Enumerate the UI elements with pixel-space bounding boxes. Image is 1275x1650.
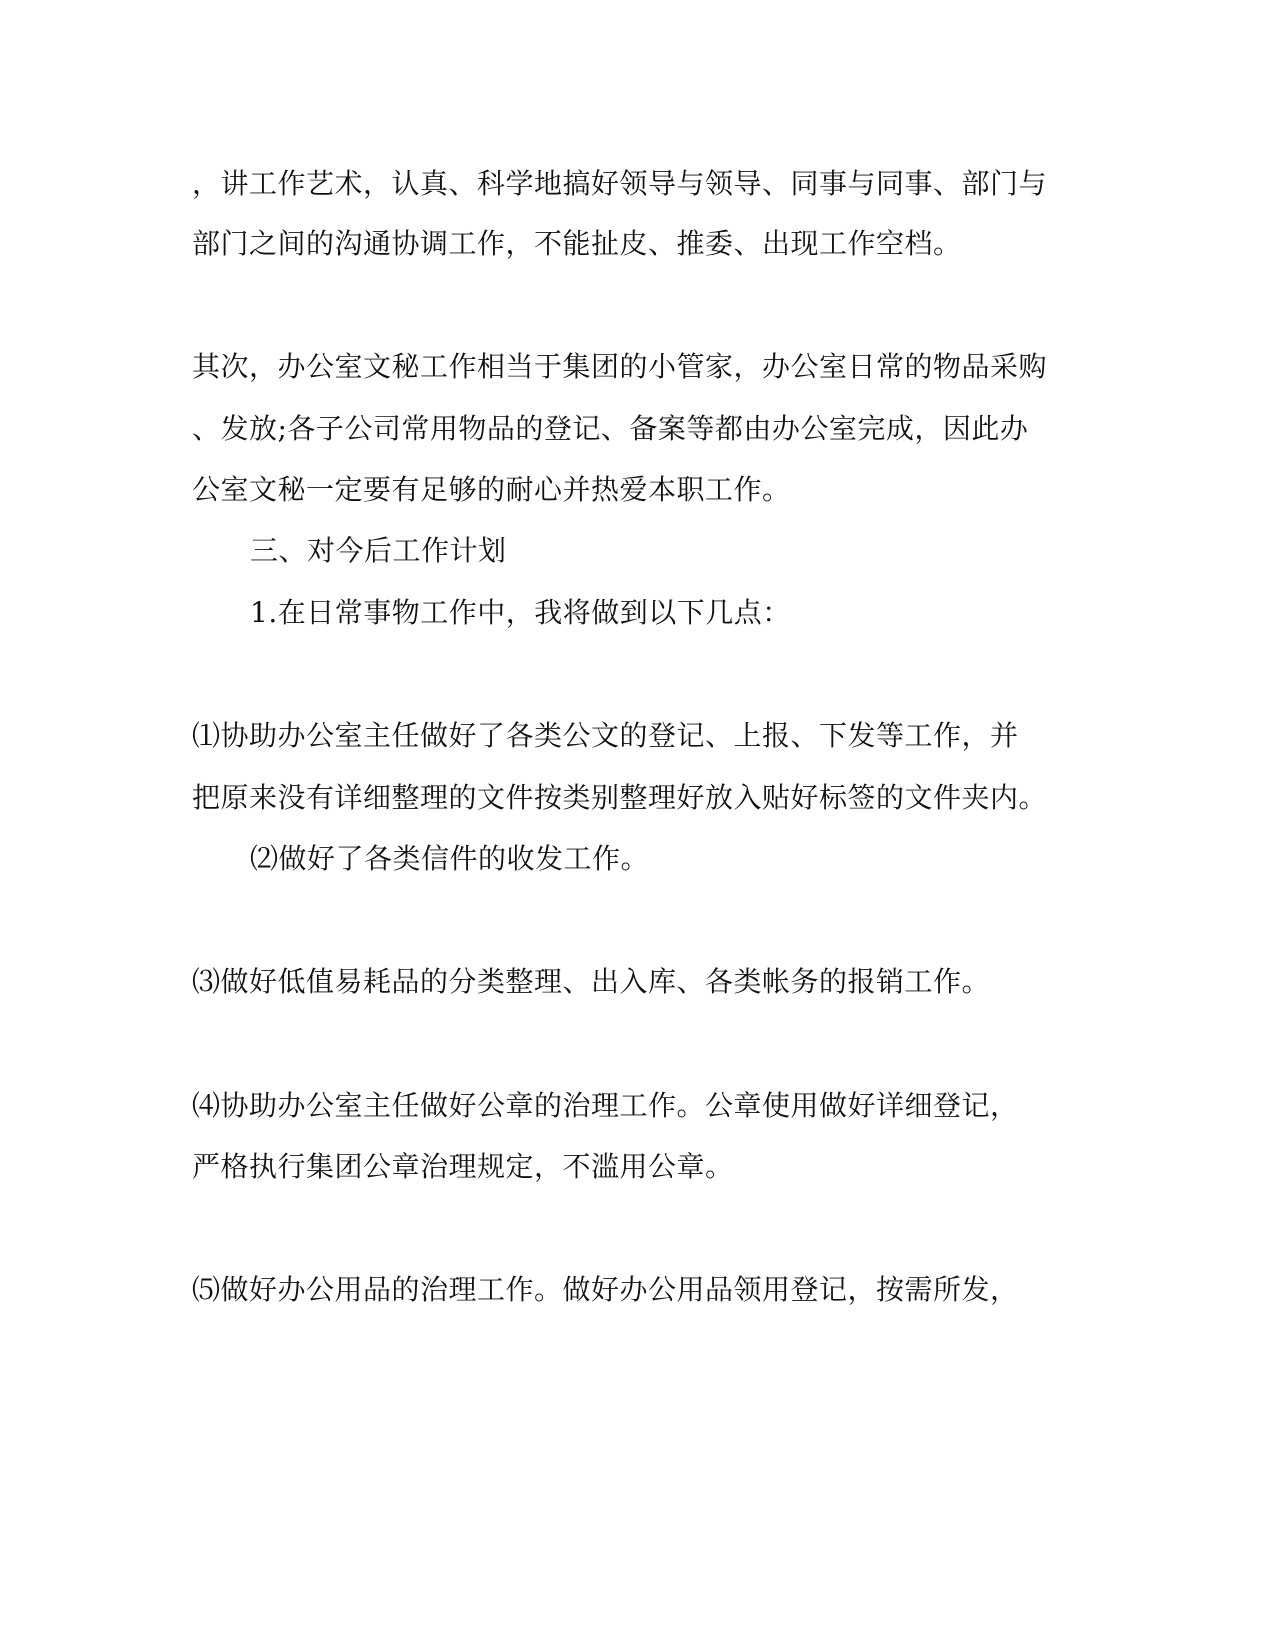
list-item-line: ⑸做好办公用品的治理工作。做好办公用品领用登记，按需所发， <box>192 1273 1019 1306</box>
section-heading: 三、对今后工作计划 <box>250 534 507 567</box>
paragraph-line: 其次，办公室文秘工作相当于集团的小管家，办公室日常的物品采购 <box>192 350 1048 383</box>
list-item-line: ⑵做好了各类信件的收发工作。 <box>250 842 650 875</box>
list-item-line: 把原来没有详细整理的文件按类别整理好放入贴好标签的文件夹内。 <box>192 781 1048 814</box>
list-item-line: ⑷协助办公室主任做好公章的治理工作。公章使用做好详细登记， <box>192 1089 1019 1122</box>
list-item-line: ⑴协助办公室主任做好了各类公文的登记、上报、下发等工作，并 <box>192 719 1019 752</box>
list-item-line: 严格执行集团公章治理规定，不滥用公章。 <box>192 1150 734 1183</box>
paragraph-line: 、发放;各子公司常用物品的登记、备案等都由办公室完成，因此办 <box>192 412 1029 445</box>
paragraph-line: 公室文秘一定要有足够的耐心并热爱本职工作。 <box>192 473 791 506</box>
subsection-heading: 1.在日常事物工作中，我将做到以下几点： <box>250 596 791 629</box>
paragraph-line: 部门之间的沟通协调工作，不能扯皮、推委、出现工作空档。 <box>192 227 962 260</box>
list-item-line: ⑶做好低值易耗品的分类整理、出入库、各类帐务的报销工作。 <box>192 965 991 998</box>
paragraph-line: ，讲工作艺术，认真、科学地搞好领导与领导、同事与同事、部门与 <box>192 167 1048 200</box>
